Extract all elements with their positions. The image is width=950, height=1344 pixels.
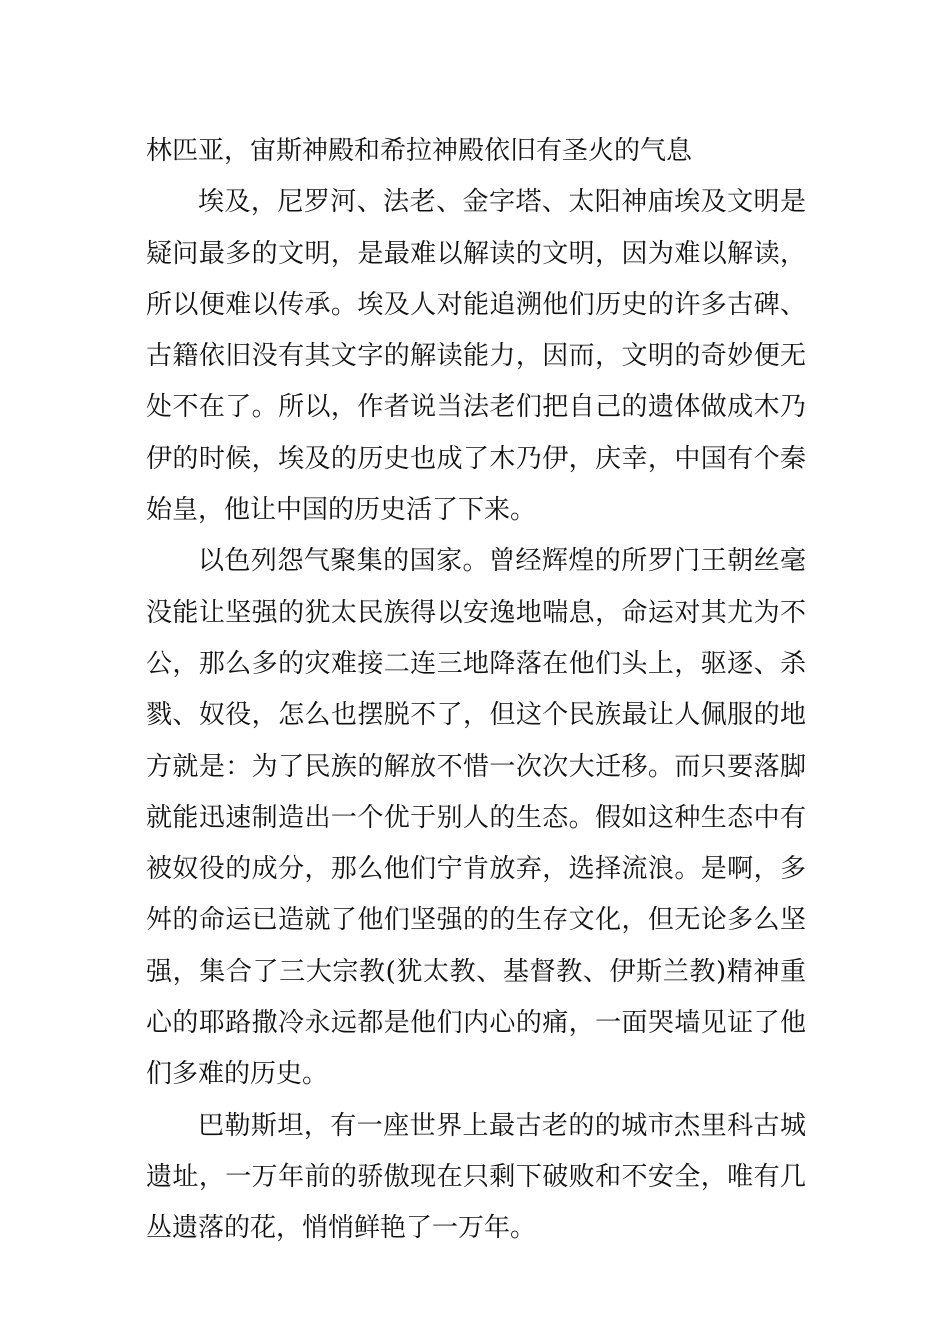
paragraph-olympia-continuation: 林匹亚，宙斯神殿和希拉神殿依旧有圣火的气息 [146,136,693,166]
paragraph-palestine: 巴勒斯坦，有一座世界上最古老的的城市杰里科古城遗址，一万年前的骄傲现在只剩下破败和不安全，唯有几丛遗落的花，悄悄鲜艳了一万年。 [146,1110,806,1244]
paragraph-egypt: 埃及，尼罗河、法老、金字塔、太阳神庙埃及文明是疑问最多的文明，是最难以解读的文明，因为难以解读，所以便难以传承。埃及人对能追溯他们历史的许多古碑、古籍依旧没有其文字的解读能力，因而，文明的奇妙便无处不在了。所以，作者说当法老们把自己的遗体做成木乃伊的时候，埃及的历史也成了木乃伊，庆幸，中国有个秦始皇，他让中国的历史活了下来。 [146,187,806,526]
document-body [146,126,806,1255]
paragraph-israel: 以色列怨气聚集的国家。曾经辉煌的所罗门王朝丝毫没能让坚强的犹太民族得以安逸地喘息，命运对其尤为不公，那么多的灾难接二连三地降落在他们头上，驱逐、杀戮、奴役，怎么也摆脱不了，但这个民族最让人佩服的地方就是：为了民族的解放不惜一次次大迁移。而只要落脚就能迅速制造出一个优于别人的生态。假如这种生态中有被奴役的成分，那么他们宁肯放弃，选择流浪。是啊，多舛的命运已造就了他们坚强的的生存文化，但无论多么坚强，集合了三大宗教(犹太教、基督教、伊斯兰教)精神重心的耶路撒冷永远都是他们内心的痛，一面哭墙见证了他们多难的历史。 [146,546,806,1090]
